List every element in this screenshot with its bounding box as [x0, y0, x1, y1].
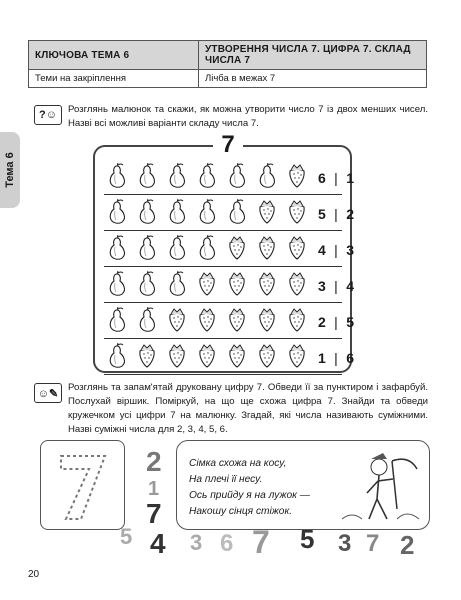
- strawberry-icon: [226, 342, 248, 368]
- key-theme: КЛЮЧОВА ТЕМА 6: [29, 41, 199, 70]
- pear-icon: [106, 270, 128, 296]
- pear-icon: [136, 306, 158, 332]
- scattered-digit: 1: [148, 478, 160, 500]
- scattered-digit: 3: [338, 530, 352, 557]
- pear-icon: [136, 198, 158, 224]
- scattered-digit: 3: [190, 530, 203, 555]
- pear-icon: [166, 234, 188, 260]
- scattered-digit: 6: [220, 530, 234, 557]
- pear-icon: [226, 198, 248, 224]
- fruit-row: [104, 268, 342, 303]
- scattered-digit: 4: [150, 528, 166, 559]
- pear-icon: [106, 342, 128, 368]
- poem-line: На плечі її несу.: [189, 474, 263, 485]
- strawberry-icon: [166, 306, 188, 332]
- header-table: [28, 40, 427, 88]
- strawberry-icon: [256, 342, 278, 368]
- pair-separator: |: [334, 206, 338, 222]
- pair-separator: |: [334, 170, 338, 186]
- strawberry-icon: [286, 162, 308, 188]
- strawberry-icon: [196, 342, 218, 368]
- pear-icon: [136, 270, 158, 296]
- pair-left: 3: [318, 278, 326, 294]
- pair-right: 5: [346, 314, 354, 330]
- pear-icon: [166, 162, 188, 188]
- pair-left: 6: [318, 170, 326, 186]
- strawberry-icon: [256, 198, 278, 224]
- row-divider: [104, 338, 342, 339]
- pair-left: 5: [318, 206, 326, 222]
- strawberry-icon: [136, 342, 158, 368]
- composition-pair: [318, 278, 354, 294]
- fruit-row: [104, 160, 342, 195]
- row-divider: [104, 302, 342, 303]
- strawberry-icon: [196, 270, 218, 296]
- strawberry-icon: [226, 270, 248, 296]
- scattered-digit: 7: [366, 530, 380, 557]
- page-number: 20: [28, 569, 40, 580]
- pair-right: 3: [346, 242, 354, 258]
- pear-icon: [196, 198, 218, 224]
- strawberry-icon: [286, 306, 308, 332]
- strawberry-icon: [256, 270, 278, 296]
- lesson-title: УТВОРЕННЯ ЧИСЛА 7. ЦИФРА 7. СКЛАД ЧИСЛА 7: [199, 41, 427, 70]
- scattered-digit: 2: [146, 446, 162, 477]
- task1-text: Розглянь малюнок та скажи, як можна утворити число 7 із двох менших чисел. Назві всі можливі варіанти складу числа 7.: [68, 104, 428, 129]
- strawberry-icon: [196, 306, 218, 332]
- pair-left: 2: [318, 314, 326, 330]
- pair-separator: |: [334, 242, 338, 258]
- scattered-digit: 5: [120, 524, 133, 549]
- pear-icon: [106, 198, 128, 224]
- fruit-row: [104, 340, 342, 375]
- strawberry-icon: [256, 234, 278, 260]
- pear-icon: [256, 162, 278, 188]
- fruit-row: [104, 304, 342, 339]
- pair-separator: |: [334, 350, 338, 366]
- strawberry-icon: [286, 234, 308, 260]
- row-divider: [104, 230, 342, 231]
- review-label: Теми на закріплення: [29, 70, 199, 88]
- scattered-digit: 7: [252, 524, 270, 560]
- pair-right: 1: [346, 170, 354, 186]
- review-value: Лічба в межах 7: [199, 70, 427, 88]
- side-tab: [0, 132, 20, 208]
- tracing-box: [40, 440, 125, 530]
- strawberry-icon: [226, 306, 248, 332]
- poem: [189, 456, 310, 520]
- pear-icon: [106, 306, 128, 332]
- row-divider: [104, 374, 342, 375]
- side-tab-label: Тема 6: [4, 152, 16, 188]
- pair-left: 4: [318, 242, 326, 258]
- pear-icon: [166, 198, 188, 224]
- pear-icon: [136, 234, 158, 260]
- poem-box: [176, 440, 430, 530]
- strawberry-icon: [286, 342, 308, 368]
- pear-icon: [196, 234, 218, 260]
- composition-pair: [318, 170, 354, 186]
- strawberry-icon: [256, 306, 278, 332]
- fruit-row: [104, 196, 342, 231]
- scattered-digit: 2: [400, 530, 415, 560]
- pair-right: 4: [346, 278, 354, 294]
- composition-pair: [318, 314, 354, 330]
- poem-line: Накошу сінця стіжок.: [189, 506, 293, 517]
- pair-separator: |: [334, 278, 338, 294]
- composition-pair: [318, 242, 354, 258]
- poem-line: Ось прийду я на лужок —: [189, 490, 310, 501]
- pear-icon: [106, 162, 128, 188]
- pair-left: 1: [318, 350, 326, 366]
- pear-icon: [136, 162, 158, 188]
- frame-number: 7: [213, 131, 243, 159]
- task2-text: Розглянь та запам'ятай друковану цифру 7. Обведи її за пунктиром і зафарбуй. Послухай віршик. Поміркуй, на що ще схожа цифра 7. Знайди та обведи кружечком усі цифри 7 на малюнку. Згадай, які числа називають суміжними. Назві суміжні числа для 2, 3, 4, 5, 6.: [68, 382, 428, 435]
- composition-pair: [318, 350, 354, 366]
- poem-line: Сімка схожа на косу,: [189, 458, 287, 469]
- strawberry-icon: [166, 342, 188, 368]
- strawberry-icon: [286, 198, 308, 224]
- scattered-digit: 5: [300, 524, 315, 554]
- pair-right: 2: [346, 206, 354, 222]
- strawberry-icon: [286, 270, 308, 296]
- pear-icon: [226, 162, 248, 188]
- dotted-seven-icon: [41, 441, 126, 531]
- question-face-icon: ?☺: [34, 105, 62, 125]
- mower-boy-icon: [337, 449, 422, 527]
- pear-icon: [106, 234, 128, 260]
- strawberry-icon: [226, 234, 248, 260]
- fruit-row: [104, 232, 342, 267]
- pair-separator: |: [334, 314, 338, 330]
- pair-right: 6: [346, 350, 354, 366]
- pear-icon: [166, 270, 188, 296]
- listen-boy-icon: ☺✎: [34, 383, 62, 403]
- pear-icon: [196, 162, 218, 188]
- row-divider: [104, 194, 342, 195]
- composition-pair: [318, 206, 354, 222]
- scattered-digit: 7: [146, 498, 162, 529]
- row-divider: [104, 266, 342, 267]
